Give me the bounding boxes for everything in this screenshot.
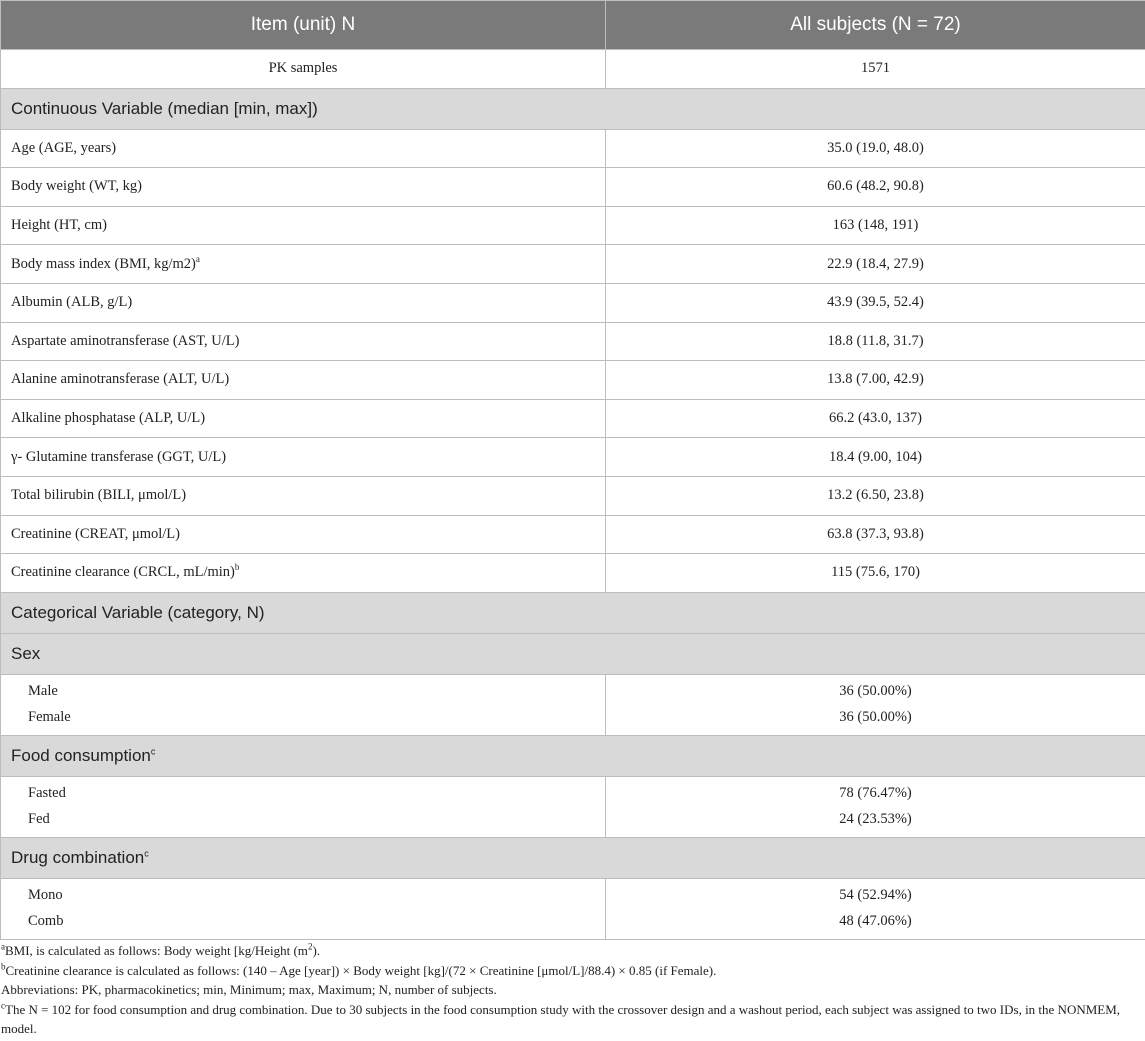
category-value: 78 (76.47%)	[839, 785, 912, 802]
group-rows	[1, 776, 1145, 837]
table-row	[1, 438, 1145, 477]
row-label: Alkaline phosphatase (ALP, U/L)	[1, 399, 606, 438]
table-row	[1, 322, 1145, 361]
category-values	[606, 776, 1145, 837]
row-value: 66.2 (43.0, 137)	[606, 399, 1145, 438]
category-labels	[1, 878, 606, 939]
row-value: 18.8 (11.8, 31.7)	[606, 322, 1145, 361]
footnote-c: $^c$The N = 102 for food consumption and drug combination. Due to 30 subjects in the food consumption study with the crossover design and a washout period, each subject was assigned to two IDs, in the NONMEM, model.	[1, 1000, 1121, 1036]
category-label: Comb	[28, 912, 64, 929]
category-value: 24 (23.53%)	[839, 810, 912, 827]
table-row	[1, 399, 1145, 438]
footnote-b: $^b$Creatinine clearance is calculated as follows: (140 – Age [year]) × Body weight [kg]/(72 × Creatinine [μmol/L]/88.4) × 0.85 (if Female).	[1, 961, 717, 978]
row-value: 63.8 (37.3, 93.8)	[606, 515, 1145, 554]
row-value: 22.9 (18.4, 27.9)	[606, 245, 1145, 284]
row-label: Creatinine clearance (CRCL, mL/min)$^b$	[1, 554, 606, 593]
category-labels	[1, 674, 606, 735]
footnote-abbreviations: Abbreviations: PK, pharmacokinetics; min, Minimum; max, Maximum; N, number of subjects.	[1, 982, 497, 997]
table-row	[1, 554, 1145, 593]
row-value: 35.0 (19.0, 48.0)	[606, 129, 1145, 168]
row-value: 163 (148, 191)	[606, 206, 1145, 245]
category-label: Fasted	[28, 785, 66, 802]
table-row	[1, 245, 1145, 284]
header-item-unit: Item (unit) N	[1, 1, 606, 50]
row-value: 13.2 (6.50, 23.8)	[606, 476, 1145, 515]
table-row	[1, 283, 1145, 322]
group-header	[1, 837, 1145, 878]
table-row	[1, 206, 1145, 245]
section-title: Categorical Variable (category, N)	[1, 592, 1145, 633]
row-label: γ- Glutamine transferase (GGT, U/L)	[1, 438, 606, 477]
category-values	[606, 878, 1145, 939]
category-values	[606, 674, 1145, 735]
footnote-a: $^a$BMI, is calculated as follows: Body weight [kg/Height $(m^2)$.	[1, 941, 321, 958]
row-label: PK samples	[1, 50, 606, 89]
row-value: 13.8 (7.00, 42.9)	[606, 361, 1145, 400]
section-categorical	[1, 592, 1145, 633]
row-label: Total bilirubin (BILI, μmol/L)	[1, 476, 606, 515]
category-value: 48 (47.06%)	[839, 912, 912, 929]
group-title: Drug combination$^c$	[1, 837, 1145, 878]
row-label: Body weight (WT, kg)	[1, 168, 606, 207]
row-value: 60.6 (48.2, 90.8)	[606, 168, 1145, 207]
table-row	[1, 168, 1145, 207]
category-label: Mono	[28, 887, 63, 904]
footnotes	[1, 941, 1141, 1039]
section-continuous	[1, 88, 1145, 129]
group-title: Food consumption$^c$	[1, 735, 1145, 776]
header-all-subjects: All subjects (N = 72)	[606, 1, 1145, 50]
row-label: Age (AGE, years)	[1, 129, 606, 168]
row-label: Alanine aminotransferase (ALT, U/L)	[1, 361, 606, 400]
category-value: 54 (52.94%)	[839, 887, 912, 904]
table-header-row	[1, 1, 1145, 50]
group-title: Sex	[1, 633, 1145, 674]
category-value: 36 (50.00%)	[839, 683, 912, 700]
row-label: Height (HT, cm)	[1, 206, 606, 245]
table-row	[1, 361, 1145, 400]
category-value: 36 (50.00%)	[839, 708, 912, 725]
row-value: 115 (75.6, 170)	[606, 554, 1145, 593]
row-label: Albumin (ALB, g/L)	[1, 283, 606, 322]
pk-samples-row	[1, 50, 1145, 89]
group-rows	[1, 878, 1145, 939]
row-label: Body mass index (BMI, kg/m2)$^a$	[1, 245, 606, 284]
row-label: Creatinine (CREAT, μmol/L)	[1, 515, 606, 554]
row-value: 18.4 (9.00, 104)	[606, 438, 1145, 477]
row-value: 1571	[606, 50, 1145, 89]
group-header	[1, 633, 1145, 674]
table-row	[1, 476, 1145, 515]
category-label: Female	[28, 708, 71, 725]
section-title: Continuous Variable (median [min, max])	[1, 88, 1145, 129]
row-value: 43.9 (39.5, 52.4)	[606, 283, 1145, 322]
table-row	[1, 515, 1145, 554]
group-rows	[1, 674, 1145, 735]
table-row	[1, 129, 1145, 168]
category-label: Male	[28, 683, 58, 700]
row-label: Aspartate aminotransferase (AST, U/L)	[1, 322, 606, 361]
category-label: Fed	[28, 810, 50, 827]
group-header	[1, 735, 1145, 776]
category-labels	[1, 776, 606, 837]
